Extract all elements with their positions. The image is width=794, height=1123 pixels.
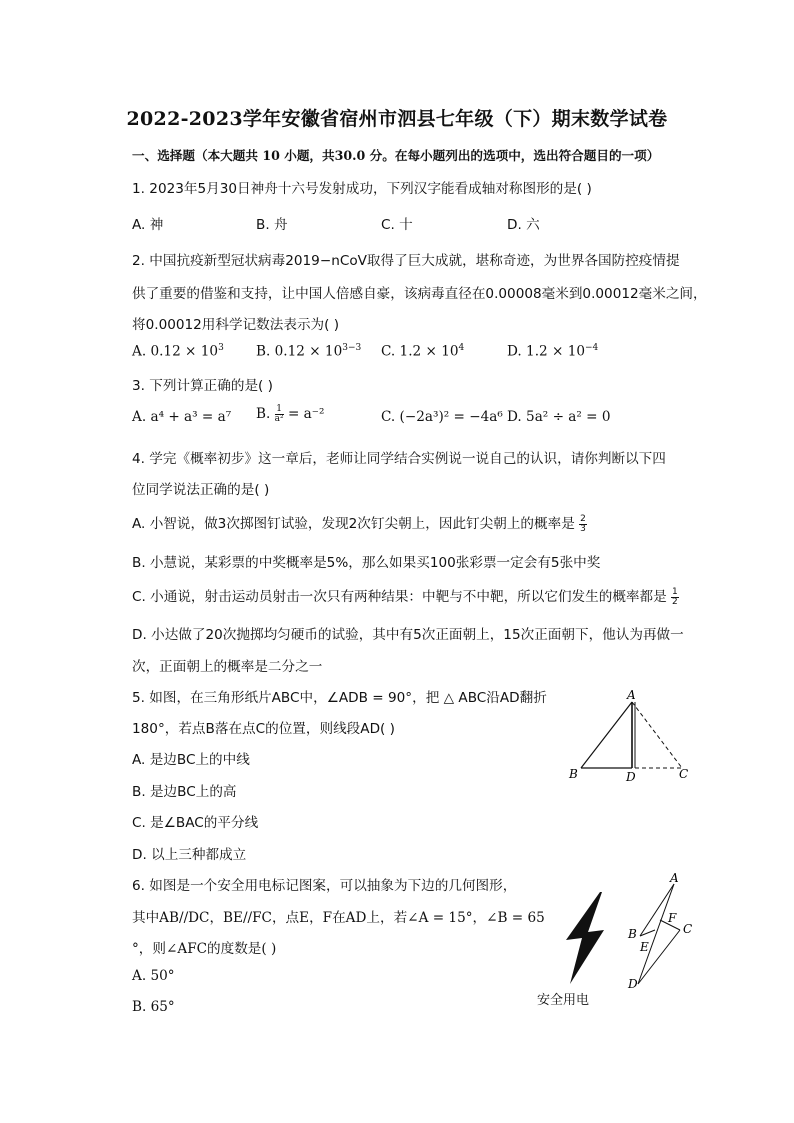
q4-option-c: C. 小通说，射击运动员射击一次只有两种结果：中靶与不中靶，所以它们发生的概率都是 $\frac{1}{2}$ [132,586,678,607]
segment-ab [581,702,632,768]
label-d: D [628,977,638,991]
label-a: A [627,688,636,702]
label-d: D [626,770,636,784]
q1-option-b: B. 舟 [256,217,288,233]
section-heading: 一、选择题（本大题共 10 小题，共30.0 分。在每小题列出的选项中，选出符合题目的一项） [132,148,660,163]
label-e: E [640,940,649,954]
label-b: B [628,927,637,941]
q1-option-c: C. 十 [381,217,413,233]
label-b: B [569,767,578,781]
q2-option-c: C. $1.2 \times 10^4$ [381,343,465,360]
q2-option-d: D. $1.2 \times 10^{-4}$ [507,343,599,360]
lightning-bolt-icon [556,888,612,988]
question-4-line-1: 4. 学完《概率初步》这一章后，老师让同学结合实例说一说自己的认识，请你判断以下四 [132,451,666,467]
q2-option-a: A. $0.12 \times 10^3$ [132,343,224,360]
q6-option-a: A. 50° [132,968,175,984]
q4-option-a: A. 小智说，做3次掷图钉试验，发现2次钉尖朝上，因此钉尖朝上的概率是 $\frac{2}{3}$ [132,513,586,534]
segment-ab [640,884,674,936]
q4-option-d-line-1: D. 小达做了20次抛掷均匀硬币的试验，其中有5次正面朝上，15次正面朝下，他认为再做一 [132,627,684,643]
question-2-line-1: 2. 中国抗疫新型冠状病毒2019−nCoV取得了巨大成就，堪称奇迹，为世界各国防控疫情提 [132,253,680,269]
q3-option-a: A. a⁴ + a³ = a⁷ [132,409,232,425]
question-6-line-2: 其中AB//DC，BE//FC，点E，F在AD上，若∠A = 15°，∠B = 65 [132,910,545,926]
q5-triangle-figure [560,684,700,784]
question-5-line-2: 180°，若点B落在点C的位置，则线段AD( ) [132,721,395,737]
q4-option-d-line-2: 次，正面朝上的概率是二分之一 [132,659,323,675]
segment-ac-dashed [632,702,682,768]
q6-option-b: B. 65° [132,999,175,1015]
safety-caption: 安全用电 [537,993,590,1008]
segment-cd [638,930,680,984]
q3-option-b: B. $\frac{1}{\text{a²}}$ = a⁻² [256,404,325,424]
question-2-line-2: 供了重要的借鉴和支持，让中国人倍感自豪，该病毒直径在0.00008毫米到0.00012毫米之间， [132,286,707,302]
question-5-line-1: 5. 如图，在三角形纸片ABC中，∠ADB = 90°，把 △ ABC沿AD翻折 [132,690,547,706]
q5-option-a: A. 是边BC上的中线 [132,752,250,768]
q4-option-b: B. 小慧说，某彩票的中奖概率是5%，那么如果买100张彩票一定会有5张中奖 [132,555,601,571]
q5-option-c: C. 是∠BAC的平分线 [132,815,259,831]
q4-c-fraction: $\frac{1}{2}$ [672,586,678,607]
q2-option-b: B. $0.12 \times 10^{3-3}$ [256,343,362,360]
label-a: A [670,871,679,885]
q5-option-d: D. 以上三种都成立 [132,847,247,863]
question-2-line-3: 将0.00012用科学记数法表示为( ) [132,317,340,333]
question-1-stem: 1. 2023年5月30日神舟十六号发射成功，下列汉字能看成轴对称图形的是( ) [132,181,592,197]
q1-option-a: A. 神 [132,217,164,233]
q3-b-fraction: $\frac{1}{\text{a²}}$ [274,404,284,424]
label-c: C [683,922,693,936]
q5-option-b: B. 是边BC上的高 [132,784,237,800]
question-4-line-2: 位同学说法正确的是( ) [132,482,270,498]
label-f: F [668,911,677,925]
exam-title: 2022-2023学年安徽省宿州市泗县七年级（下）期末数学试卷 [126,108,668,130]
q3-option-d: D. 5a² ÷ a² = 0 [507,409,611,425]
q4-a-fraction: $\frac{2}{3}$ [580,513,586,534]
question-3-stem: 3. 下列计算正确的是( ) [132,378,273,394]
question-6-line-3: °，则∠AFC的度数是( ) [132,941,277,957]
label-c: C [679,767,689,781]
q6-geometry-figure [622,870,702,994]
q3-option-c: C. (−2a³)² = −4a⁶ [381,409,503,425]
q1-option-d: D. 六 [507,217,540,233]
segment-ad [638,884,674,984]
question-6-line-1: 6. 如图是一个安全用电标记图案，可以抽象为下边的几何图形， [132,878,517,894]
